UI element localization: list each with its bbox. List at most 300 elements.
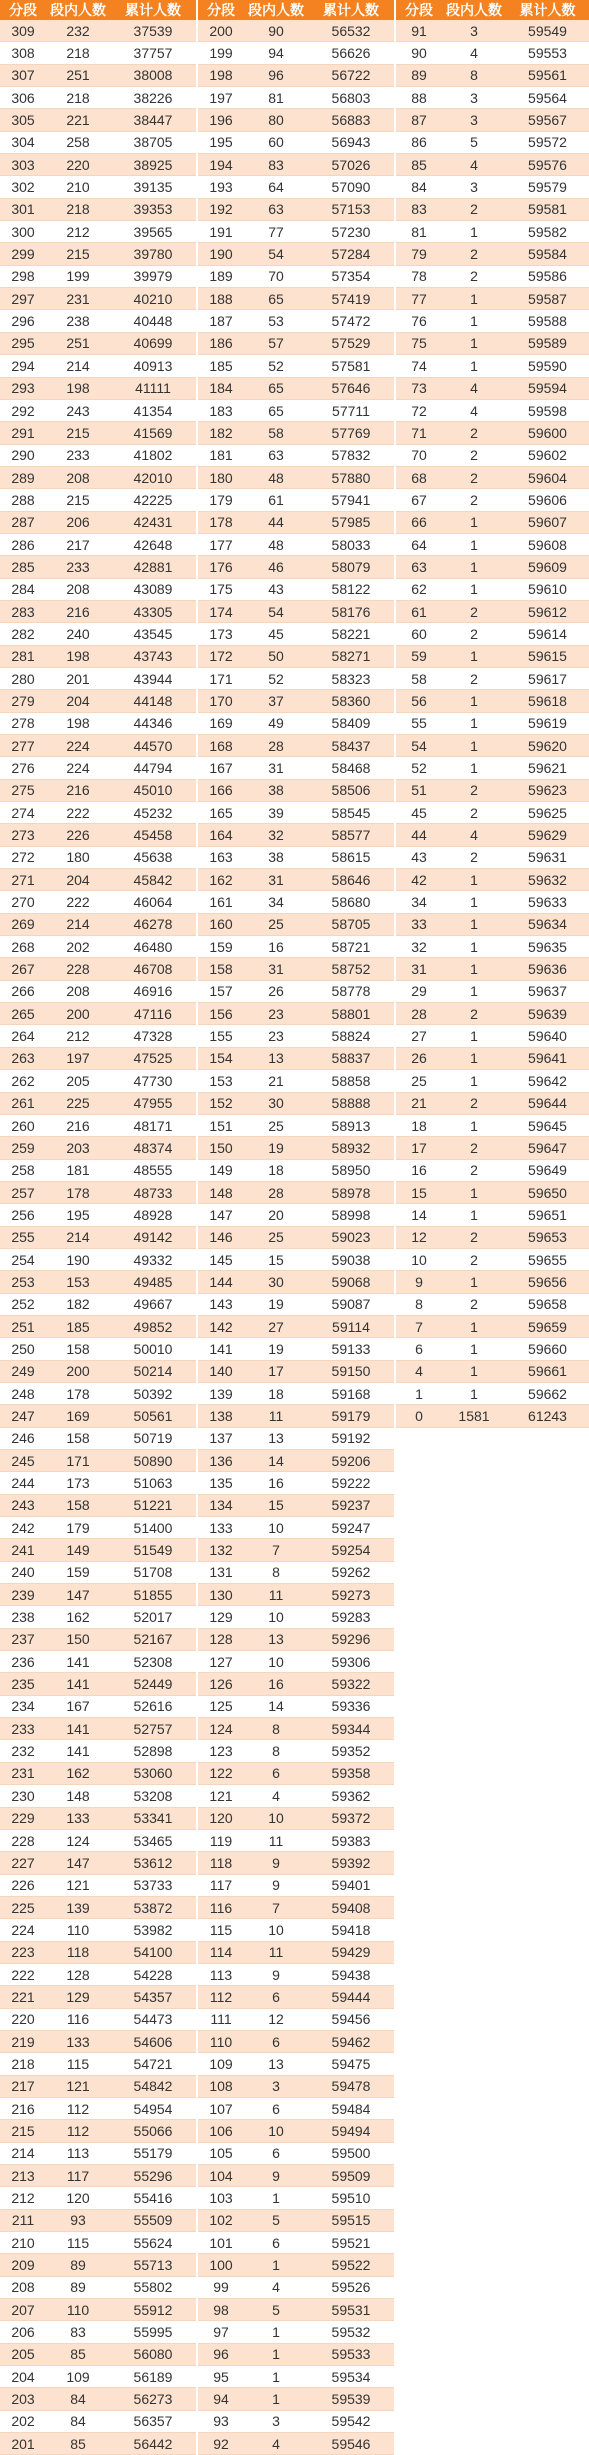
segment-count-cell: 8 bbox=[244, 1718, 308, 1740]
cumulative-count-cell: 39135 bbox=[110, 176, 196, 198]
cumulative-count-cell: 59168 bbox=[308, 1382, 394, 1404]
cumulative-count-cell: 59608 bbox=[506, 533, 589, 555]
score-cell: 218 bbox=[0, 2053, 46, 2075]
table-row bbox=[198, 1248, 394, 1270]
segment-count-cell: 31 bbox=[244, 757, 308, 779]
cumulative-count-cell: 58545 bbox=[308, 802, 394, 824]
score-cell: 302 bbox=[0, 176, 46, 198]
score-cell: 184 bbox=[198, 377, 244, 399]
segment-count-cell: 1 bbox=[442, 690, 506, 712]
score-cell: 180 bbox=[198, 466, 244, 488]
cumulative-count-cell: 57153 bbox=[308, 198, 394, 220]
cumulative-count-cell: 45232 bbox=[110, 802, 196, 824]
segment-count-cell: 89 bbox=[46, 2276, 110, 2298]
table-row bbox=[396, 1248, 589, 1270]
cumulative-count-cell: 59620 bbox=[506, 735, 589, 757]
cumulative-count-cell: 58858 bbox=[308, 1070, 394, 1092]
cumulative-count-cell: 59579 bbox=[506, 176, 589, 198]
table-row bbox=[396, 109, 589, 131]
cumulative-count-cell: 54228 bbox=[110, 1963, 196, 1985]
score-cell: 133 bbox=[198, 1517, 244, 1539]
score-cell: 104 bbox=[198, 2165, 244, 2187]
score-cell: 132 bbox=[198, 1539, 244, 1561]
cumulative-count-cell: 59610 bbox=[506, 578, 589, 600]
cumulative-count-cell: 58409 bbox=[308, 712, 394, 734]
cumulative-count-cell: 59408 bbox=[308, 1896, 394, 1918]
segment-count-cell: 2 bbox=[442, 1293, 506, 1315]
cumulative-count-cell: 58079 bbox=[308, 556, 394, 578]
segment-count-cell: 141 bbox=[46, 1651, 110, 1673]
cumulative-count-cell: 54100 bbox=[110, 1941, 196, 1963]
cumulative-count-cell: 54954 bbox=[110, 2097, 196, 2119]
table-row bbox=[198, 1204, 394, 1226]
score-cell: 286 bbox=[0, 533, 46, 555]
segment-count-cell: 210 bbox=[46, 176, 110, 198]
segment-count-cell: 198 bbox=[46, 645, 110, 667]
table-row bbox=[0, 198, 196, 220]
score-cell: 124 bbox=[198, 1718, 244, 1740]
cumulative-count-cell: 59023 bbox=[308, 1226, 394, 1248]
table-row bbox=[0, 1382, 196, 1404]
segment-count-cell: 162 bbox=[46, 1762, 110, 1784]
segment-count-cell: 8 bbox=[244, 1561, 308, 1583]
score-cell: 15 bbox=[396, 1181, 442, 1203]
cumulative-count-cell: 59038 bbox=[308, 1248, 394, 1270]
cumulative-count-cell: 55624 bbox=[110, 2232, 196, 2254]
score-cell: 68 bbox=[396, 466, 442, 488]
cumulative-count-cell: 51708 bbox=[110, 1561, 196, 1583]
table-row bbox=[0, 332, 196, 354]
score-cell: 79 bbox=[396, 243, 442, 265]
score-cell: 300 bbox=[0, 221, 46, 243]
segment-count-cell: 121 bbox=[46, 2075, 110, 2097]
score-cell: 205 bbox=[0, 2343, 46, 2365]
segment-count-cell: 25 bbox=[244, 913, 308, 935]
table-row bbox=[0, 645, 196, 667]
segment-count-cell: 3 bbox=[442, 109, 506, 131]
segment-count-cell: 2 bbox=[442, 846, 506, 868]
cumulative-count-cell: 56189 bbox=[110, 2366, 196, 2388]
table-row bbox=[396, 1181, 589, 1203]
score-cell: 199 bbox=[198, 42, 244, 64]
cumulative-count-cell: 40448 bbox=[110, 310, 196, 332]
segment-count-cell: 2 bbox=[442, 265, 506, 287]
segment-count-cell: 2 bbox=[442, 422, 506, 444]
cumulative-count-cell: 53872 bbox=[110, 1896, 196, 1918]
score-cell: 4 bbox=[396, 1360, 442, 1382]
segment-count-cell: 178 bbox=[46, 1181, 110, 1203]
cumulative-count-cell: 51855 bbox=[110, 1584, 196, 1606]
table-row bbox=[396, 466, 589, 488]
table-row bbox=[396, 1137, 589, 1159]
cumulative-count-cell: 59510 bbox=[308, 2187, 394, 2209]
table-row bbox=[0, 288, 196, 310]
cumulative-count-cell: 38226 bbox=[110, 87, 196, 109]
score-cell: 284 bbox=[0, 578, 46, 600]
score-cell: 196 bbox=[198, 109, 244, 131]
segment-count-cell: 238 bbox=[46, 310, 110, 332]
segment-count-cell: 32 bbox=[244, 824, 308, 846]
segment-count-cell: 216 bbox=[46, 779, 110, 801]
segment-count-cell: 190 bbox=[46, 1248, 110, 1270]
score-cell: 214 bbox=[0, 2142, 46, 2164]
cumulative-count-cell: 59429 bbox=[308, 1941, 394, 1963]
segment-count-cell: 9 bbox=[244, 2165, 308, 2187]
cumulative-count-cell: 54721 bbox=[110, 2053, 196, 2075]
score-cell: 194 bbox=[198, 154, 244, 176]
table-row bbox=[0, 310, 196, 332]
table-row bbox=[0, 64, 196, 86]
table-row bbox=[198, 1360, 394, 1382]
segment-count-cell: 141 bbox=[46, 1673, 110, 1695]
segment-count-cell: 13 bbox=[244, 1047, 308, 1069]
cumulative-count-cell: 46064 bbox=[110, 891, 196, 913]
segment-count-cell: 4 bbox=[244, 2276, 308, 2298]
cumulative-count-cell: 59647 bbox=[506, 1137, 589, 1159]
cumulative-count-cell: 59539 bbox=[308, 2388, 394, 2410]
segment-count-cell: 12 bbox=[244, 2008, 308, 2030]
table-row bbox=[396, 221, 589, 243]
segment-count-cell: 31 bbox=[244, 958, 308, 980]
table-row bbox=[198, 690, 394, 712]
cumulative-count-cell: 52898 bbox=[110, 1740, 196, 1762]
cumulative-count-cell: 57832 bbox=[308, 444, 394, 466]
score-cell: 307 bbox=[0, 64, 46, 86]
score-cell: 154 bbox=[198, 1047, 244, 1069]
score-cell: 303 bbox=[0, 154, 46, 176]
cumulative-count-cell: 58323 bbox=[308, 667, 394, 689]
score-cell: 252 bbox=[0, 1293, 46, 1315]
table-row bbox=[0, 1718, 196, 1740]
segment-count-cell: 2 bbox=[442, 667, 506, 689]
table-row bbox=[0, 1561, 196, 1583]
score-cell: 102 bbox=[198, 2209, 244, 2231]
score-cell: 277 bbox=[0, 735, 46, 757]
table-row bbox=[198, 1785, 394, 1807]
table-row bbox=[0, 1271, 196, 1293]
table-row bbox=[198, 42, 394, 64]
score-cell: 190 bbox=[198, 243, 244, 265]
cumulative-count-cell: 59179 bbox=[308, 1405, 394, 1427]
table-row bbox=[0, 712, 196, 734]
segment-count-cell: 2 bbox=[442, 1137, 506, 1159]
score-cell: 32 bbox=[396, 936, 442, 958]
table-row bbox=[0, 980, 196, 1002]
cumulative-count-cell: 56626 bbox=[308, 42, 394, 64]
segment-count-cell: 23 bbox=[244, 1003, 308, 1025]
segment-count-cell: 30 bbox=[244, 1271, 308, 1293]
segment-count-cell: 1 bbox=[442, 1204, 506, 1226]
segment-count-cell: 9 bbox=[244, 1963, 308, 1985]
segment-count-cell: 85 bbox=[46, 2343, 110, 2365]
table-row bbox=[396, 802, 589, 824]
segment-count-cell: 7 bbox=[244, 1539, 308, 1561]
score-cell: 181 bbox=[198, 444, 244, 466]
segment-count-cell: 180 bbox=[46, 846, 110, 868]
cumulative-count-cell: 53341 bbox=[110, 1807, 196, 1829]
table-row bbox=[198, 1963, 394, 1985]
cumulative-count-cell: 59604 bbox=[506, 466, 589, 488]
score-cell: 290 bbox=[0, 444, 46, 466]
table-row bbox=[198, 2299, 394, 2321]
score-cell: 139 bbox=[198, 1382, 244, 1404]
score-cell: 10 bbox=[396, 1248, 442, 1270]
cumulative-count-cell: 59629 bbox=[506, 824, 589, 846]
cumulative-count-cell: 59418 bbox=[308, 1919, 394, 1941]
table-row bbox=[198, 1606, 394, 1628]
table-row bbox=[198, 846, 394, 868]
score-cell: 159 bbox=[198, 936, 244, 958]
segment-count-cell: 214 bbox=[46, 355, 110, 377]
score-cell: 113 bbox=[198, 1963, 244, 1985]
score-cell: 110 bbox=[198, 2030, 244, 2052]
cumulative-count-cell: 57646 bbox=[308, 377, 394, 399]
score-cell: 288 bbox=[0, 489, 46, 511]
score-cell: 42 bbox=[396, 869, 442, 891]
cumulative-count-cell: 59542 bbox=[308, 2410, 394, 2432]
segment-count-cell: 19 bbox=[244, 1293, 308, 1315]
score-cell: 74 bbox=[396, 355, 442, 377]
score-cell: 254 bbox=[0, 1248, 46, 1270]
score-cell: 225 bbox=[0, 1896, 46, 1918]
table-row bbox=[198, 645, 394, 667]
header-score-segment: 分段 bbox=[0, 0, 46, 20]
score-cell: 99 bbox=[198, 2276, 244, 2298]
segment-count-cell: 1 bbox=[442, 735, 506, 757]
score-cell: 28 bbox=[396, 1003, 442, 1025]
score-cell: 161 bbox=[198, 891, 244, 913]
table-header-row bbox=[198, 0, 394, 20]
cumulative-count-cell: 52449 bbox=[110, 1673, 196, 1695]
cumulative-count-cell: 59586 bbox=[506, 265, 589, 287]
cumulative-count-cell: 38447 bbox=[110, 109, 196, 131]
score-cell: 276 bbox=[0, 757, 46, 779]
segment-count-cell: 206 bbox=[46, 511, 110, 533]
header-score-segment: 分段 bbox=[198, 0, 244, 20]
score-cell: 244 bbox=[0, 1472, 46, 1494]
table-row bbox=[198, 131, 394, 153]
score-cell: 149 bbox=[198, 1159, 244, 1181]
segment-count-cell: 13 bbox=[244, 1628, 308, 1650]
segment-count-cell: 5 bbox=[244, 2299, 308, 2321]
segment-count-cell: 26 bbox=[244, 980, 308, 1002]
table-row bbox=[198, 1494, 394, 1516]
cumulative-count-cell: 59564 bbox=[506, 87, 589, 109]
table-row bbox=[198, 1315, 394, 1337]
table-row bbox=[0, 2254, 196, 2276]
cumulative-count-cell: 59642 bbox=[506, 1070, 589, 1092]
cumulative-count-cell: 59534 bbox=[308, 2366, 394, 2388]
score-cell: 235 bbox=[0, 1673, 46, 1695]
score-cell: 127 bbox=[198, 1651, 244, 1673]
cumulative-count-cell: 59606 bbox=[506, 489, 589, 511]
table-row bbox=[396, 1070, 589, 1092]
cumulative-count-cell: 57711 bbox=[308, 399, 394, 421]
table-row bbox=[396, 64, 589, 86]
score-cell: 217 bbox=[0, 2075, 46, 2097]
cumulative-count-cell: 46480 bbox=[110, 936, 196, 958]
cumulative-count-cell: 51400 bbox=[110, 1517, 196, 1539]
segment-count-cell: 178 bbox=[46, 1382, 110, 1404]
table-row bbox=[396, 1003, 589, 1025]
score-cell: 141 bbox=[198, 1338, 244, 1360]
table-row bbox=[0, 936, 196, 958]
score-cell: 257 bbox=[0, 1181, 46, 1203]
cumulative-count-cell: 59587 bbox=[506, 288, 589, 310]
score-cell: 263 bbox=[0, 1047, 46, 1069]
segment-count-cell: 43 bbox=[244, 578, 308, 600]
score-cell: 130 bbox=[198, 1584, 244, 1606]
score-cell: 105 bbox=[198, 2142, 244, 2164]
segment-count-cell: 31 bbox=[244, 869, 308, 891]
cumulative-count-cell: 59660 bbox=[506, 1338, 589, 1360]
cumulative-count-cell: 50561 bbox=[110, 1405, 196, 1427]
segment-count-cell: 116 bbox=[46, 2008, 110, 2030]
table-row bbox=[0, 2343, 196, 2365]
cumulative-count-cell: 43545 bbox=[110, 623, 196, 645]
cumulative-count-cell: 55066 bbox=[110, 2120, 196, 2142]
header-count-in-segment: 段内人数 bbox=[46, 0, 110, 20]
score-cell: 239 bbox=[0, 1584, 46, 1606]
cumulative-count-cell: 58778 bbox=[308, 980, 394, 1002]
segment-count-cell: 4 bbox=[442, 154, 506, 176]
cumulative-count-cell: 50890 bbox=[110, 1450, 196, 1472]
segment-count-cell: 54 bbox=[244, 243, 308, 265]
cumulative-count-cell: 46278 bbox=[110, 913, 196, 935]
score-cell: 26 bbox=[396, 1047, 442, 1069]
cumulative-count-cell: 55995 bbox=[110, 2321, 196, 2343]
cumulative-count-cell: 59532 bbox=[308, 2321, 394, 2343]
segment-count-cell: 80 bbox=[244, 109, 308, 131]
cumulative-count-cell: 58888 bbox=[308, 1092, 394, 1114]
score-cell: 186 bbox=[198, 332, 244, 354]
cumulative-count-cell: 58506 bbox=[308, 779, 394, 801]
score-cell: 8 bbox=[396, 1293, 442, 1315]
score-cell: 103 bbox=[198, 2187, 244, 2209]
segment-count-cell: 45 bbox=[244, 623, 308, 645]
score-cell: 109 bbox=[198, 2053, 244, 2075]
segment-count-cell: 4 bbox=[442, 824, 506, 846]
cumulative-count-cell: 59561 bbox=[506, 64, 589, 86]
cumulative-count-cell: 59247 bbox=[308, 1517, 394, 1539]
segment-count-cell: 64 bbox=[244, 176, 308, 198]
score-cell: 177 bbox=[198, 533, 244, 555]
table-row bbox=[198, 1762, 394, 1784]
cumulative-count-cell: 59632 bbox=[506, 869, 589, 891]
table-row bbox=[0, 1450, 196, 1472]
table-row bbox=[0, 109, 196, 131]
table-row bbox=[0, 1070, 196, 1092]
cumulative-count-cell: 55296 bbox=[110, 2165, 196, 2187]
score-cell: 185 bbox=[198, 355, 244, 377]
segment-count-cell: 185 bbox=[46, 1315, 110, 1337]
segment-count-cell: 1 bbox=[442, 913, 506, 935]
cumulative-count-cell: 59658 bbox=[506, 1293, 589, 1315]
score-cell: 175 bbox=[198, 578, 244, 600]
cumulative-count-cell: 56722 bbox=[308, 64, 394, 86]
segment-count-cell: 9 bbox=[244, 1874, 308, 1896]
score-cell: 261 bbox=[0, 1092, 46, 1114]
table-row bbox=[0, 1293, 196, 1315]
table-row bbox=[0, 1315, 196, 1337]
segment-count-cell: 94 bbox=[244, 42, 308, 64]
segment-count-cell: 54 bbox=[244, 600, 308, 622]
cumulative-count-cell: 59192 bbox=[308, 1427, 394, 1449]
score-cell: 164 bbox=[198, 824, 244, 846]
score-cell: 88 bbox=[396, 87, 442, 109]
score-cell: 107 bbox=[198, 2097, 244, 2119]
segment-count-cell: 150 bbox=[46, 1628, 110, 1650]
score-cell: 282 bbox=[0, 623, 46, 645]
score-cell: 227 bbox=[0, 1852, 46, 1874]
segment-count-cell: 1 bbox=[442, 1360, 506, 1382]
table-row bbox=[198, 109, 394, 131]
segment-count-cell: 20 bbox=[244, 1204, 308, 1226]
table-row bbox=[198, 20, 394, 42]
cumulative-count-cell: 59588 bbox=[506, 310, 589, 332]
segment-count-cell: 15 bbox=[244, 1494, 308, 1516]
table-row bbox=[198, 578, 394, 600]
table-row bbox=[0, 533, 196, 555]
cumulative-count-cell: 59549 bbox=[506, 20, 589, 42]
segment-count-cell: 63 bbox=[244, 198, 308, 220]
segment-count-cell: 147 bbox=[46, 1852, 110, 1874]
score-cell: 259 bbox=[0, 1137, 46, 1159]
segment-count-cell: 218 bbox=[46, 198, 110, 220]
cumulative-count-cell: 59456 bbox=[308, 2008, 394, 2030]
cumulative-count-cell: 59581 bbox=[506, 198, 589, 220]
table-row bbox=[396, 824, 589, 846]
score-cell: 83 bbox=[396, 198, 442, 220]
cumulative-count-cell: 50719 bbox=[110, 1427, 196, 1449]
table-row bbox=[396, 511, 589, 533]
cumulative-count-cell: 51549 bbox=[110, 1539, 196, 1561]
segment-count-cell: 6 bbox=[244, 2030, 308, 2052]
table-row bbox=[198, 511, 394, 533]
table-row bbox=[198, 779, 394, 801]
segment-count-cell: 198 bbox=[46, 712, 110, 734]
score-cell: 12 bbox=[396, 1226, 442, 1248]
segment-count-cell: 2 bbox=[442, 243, 506, 265]
cumulative-count-cell: 59344 bbox=[308, 1718, 394, 1740]
segment-count-cell: 25 bbox=[244, 1226, 308, 1248]
segment-count-cell: 10 bbox=[244, 1919, 308, 1941]
score-cell: 125 bbox=[198, 1695, 244, 1717]
cumulative-count-cell: 55179 bbox=[110, 2142, 196, 2164]
cumulative-count-cell: 59576 bbox=[506, 154, 589, 176]
score-cell: 92 bbox=[198, 2433, 244, 2455]
table-row bbox=[396, 422, 589, 444]
score-cell: 91 bbox=[396, 20, 442, 42]
segment-count-cell: 1 bbox=[442, 712, 506, 734]
table-row bbox=[396, 1092, 589, 1114]
segment-count-cell: 226 bbox=[46, 824, 110, 846]
score-cell: 90 bbox=[396, 42, 442, 64]
segment-count-cell: 2 bbox=[442, 198, 506, 220]
cumulative-count-cell: 58615 bbox=[308, 846, 394, 868]
segment-count-cell: 13 bbox=[244, 1427, 308, 1449]
header-cumulative-count: 累计人数 bbox=[506, 0, 589, 20]
cumulative-count-cell: 59500 bbox=[308, 2142, 394, 2164]
segment-count-cell: 224 bbox=[46, 757, 110, 779]
score-cell: 66 bbox=[396, 511, 442, 533]
score-cell: 116 bbox=[198, 1896, 244, 1918]
table-row bbox=[198, 1159, 394, 1181]
score-cell: 135 bbox=[198, 1472, 244, 1494]
table-row bbox=[0, 1047, 196, 1069]
score-cell: 204 bbox=[0, 2366, 46, 2388]
score-cell: 44 bbox=[396, 824, 442, 846]
